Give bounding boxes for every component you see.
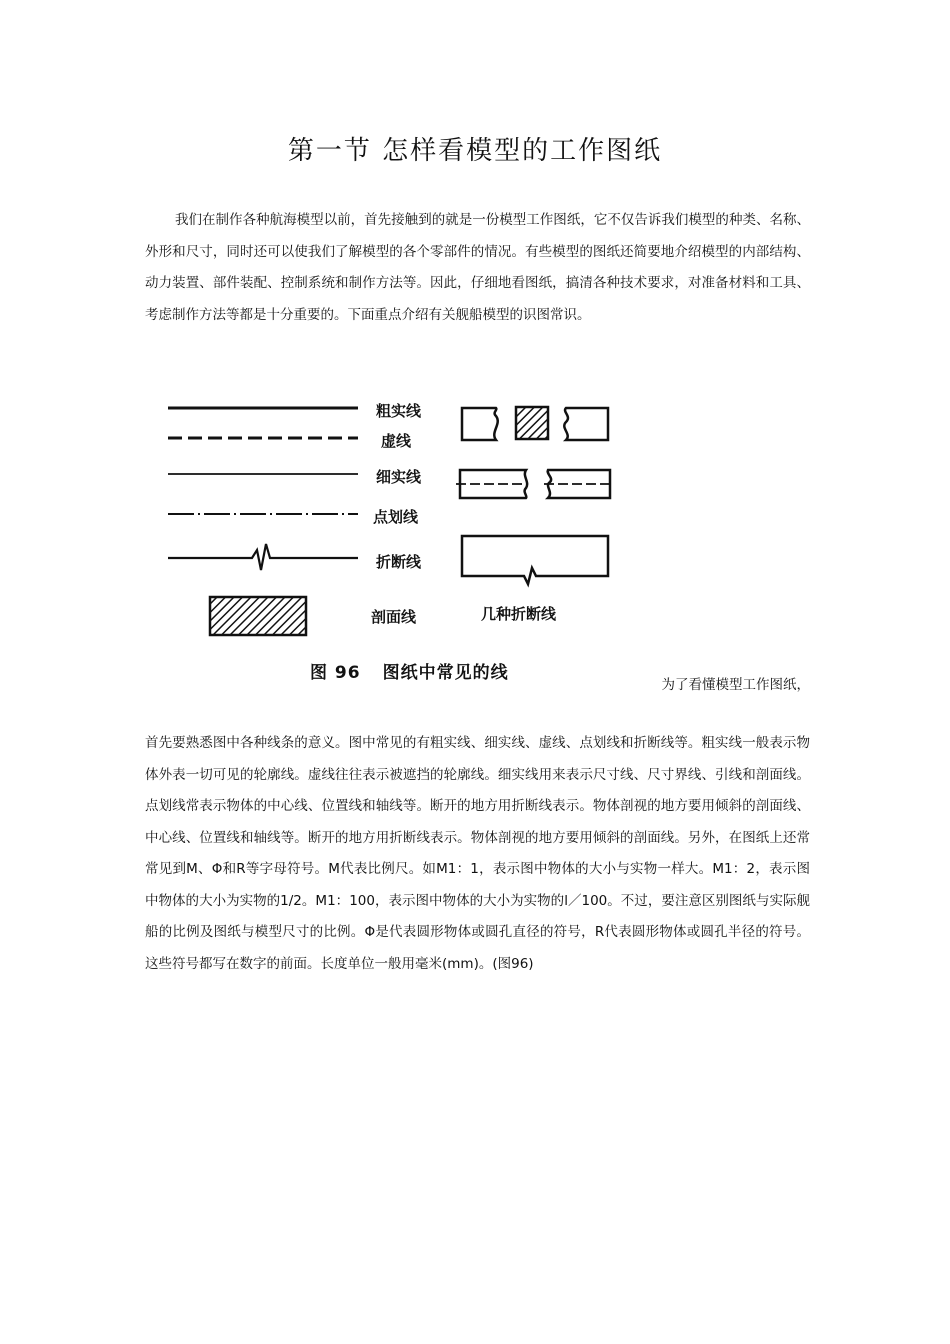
- label-thick-solid: 粗实线: [376, 402, 422, 420]
- break-box-long: [462, 536, 608, 584]
- figure-caption-text: 图纸中常见的线: [382, 663, 509, 683]
- lead-text: 为了看懂模型工作图纸，: [661, 677, 810, 693]
- label-section: 剖面线: [371, 608, 417, 626]
- intro-paragraph: 我们在制作各种航海模型以前，首先接触到的就是一份模型工作图纸，它不仅告诉我们模型的种类、名称、外形和尺寸，同时还可以使我们了解模型的各个零部件的情况。有些模型的图纸还简要地介绍模型的内部结构、动力装置、部件装配、控制系统和制作方法等。因此，仔细地看图纸，搞清各种技术要求，对准备材料和工具、考虑制作方法等都是十分重要的。下面重点介绍有关舰船模型的识图常识。: [145, 212, 810, 323]
- label-thin-solid: 细实线: [376, 468, 422, 486]
- break-box-1: [462, 408, 498, 440]
- figure-caption: [310, 658, 509, 683]
- label-dot-dash: 点划线: [373, 508, 419, 526]
- section-hatch-box: [210, 597, 306, 635]
- break-box-hatched: [516, 407, 548, 439]
- label-break: 折断线: [376, 553, 422, 571]
- label-break-kinds: 几种折断线: [481, 605, 557, 623]
- figure-number: 图 96: [310, 663, 361, 683]
- page-title: 第一节 怎样看模型的工作图纸: [287, 136, 663, 166]
- break-box-2: [564, 408, 608, 440]
- body-paragraph: 首先要熟悉图中各种线条的意义。图中常见的有粗实线、细实线、虚线、点划线和折断线等。粗实线一般表示物体外表一切可见的轮廓线。虚线往往表示被遮挡的轮廓线。细实线用来表示尺寸线、尺寸界线、引线和剖面线。点划线常表示物体的中心线、位置线和轴线等。断开的地方用折断线表示。物体剖视的地方要用倾斜的剖面线、中心线、位置线和轴线等。断开的地方用折断线表示。物体剖视的地方要用倾斜的剖面线。另外，在图纸上还常常见到M、Φ和R等字母符号。M代表比例尺。如M1：1，表示图中物体的大小与实物一样大。M1：2，表示图中物体的大小为实物的1/2。M1：100，表示图中物体的大小为实物的l／100。不过，要注意区别图纸与实际舰船的比例及图纸与模型尺寸的比例。Φ是代表圆形物体或圆孔直径的符号，R代表圆形物体或圆孔半径的符号。这些符号都写在数字的前面。长度单位一般用毫米(mm)。(图96): [145, 735, 810, 972]
- label-dashed: 虚线: [381, 432, 412, 450]
- break-line: [168, 544, 358, 570]
